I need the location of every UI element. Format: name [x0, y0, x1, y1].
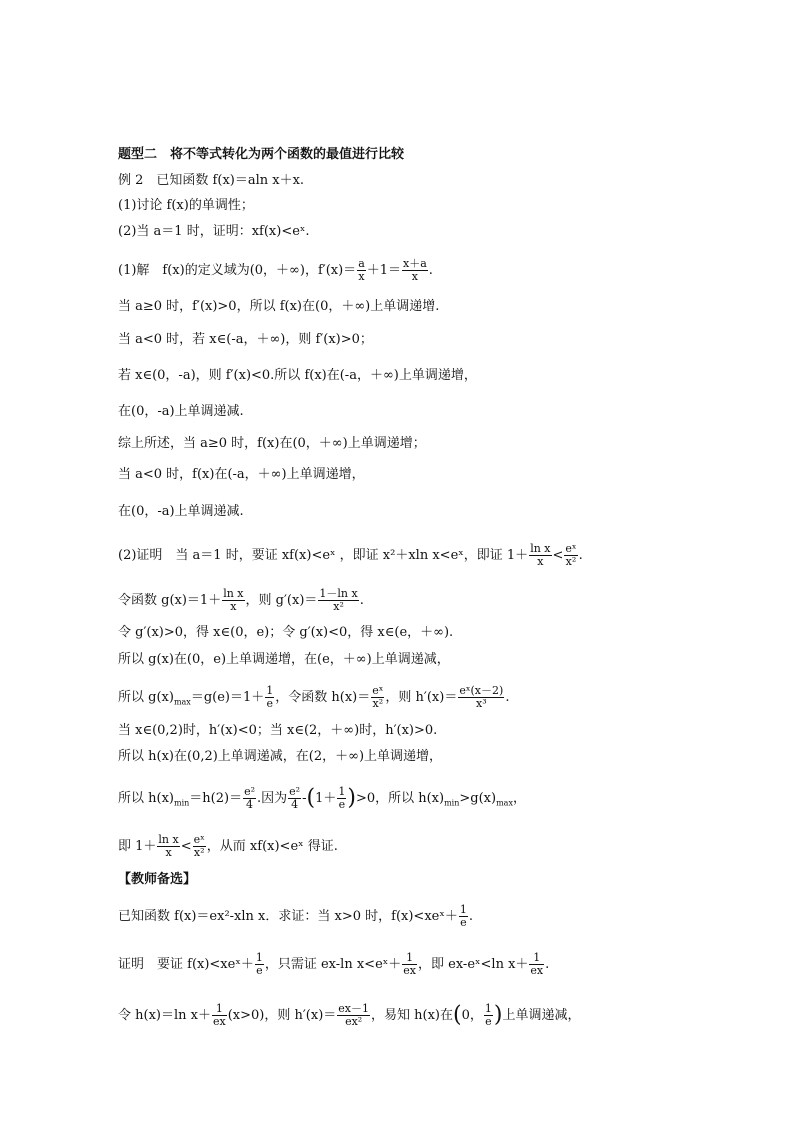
solution1-line5: 在(0，-a)上单调递减.: [118, 404, 244, 419]
fraction: $\frac{\text{eˣ(x－2)}}{\text{x³}}$: [459, 684, 504, 710]
fraction: $\frac{\text{ln x}}{x}$: [530, 542, 551, 568]
solution2-line9: 即 1＋ $\frac{\text{ln x}}{x}$ < $\frac{\text{eˣ}}{\text{x²}}$ ，从而 xf(x)<eˣ 得证.: [118, 833, 338, 859]
teacher-line3: 令 h(x)＝ln x＋ $\frac{1}{ex}$ (x>0)，则 h′(x)＝ $\frac{ex-1}{\text{ex²}}$ ，易知 h(x)在(0， $\frac{1}{e}$ )上单调递减，: [118, 1002, 581, 1028]
solution1-line2: 当 a≥0 时，f′(x)>0，所以 f(x)在(0，＋∞)上单调递增.: [118, 299, 440, 314]
solution1-line6: 综上所述，当 a≥0 时，f(x)在(0，＋∞)上单调递增；: [118, 436, 426, 451]
fraction: $\frac{1}{e}$: [266, 684, 274, 710]
solution2-line8: 所以 $h(x)_{min}=h(2)=$ $\frac{\text{e²}}{4}$ .因为 $\frac{\text{e²}}{4}$ -(1＋ $\frac{1}{e}$ )>0，所以 $h(x)_{min}>g(x)_{max}$，: [118, 785, 526, 811]
solution1-line1: (1)解 f(x)的定义域为(0，＋∞)，f′(x)＝ $\frac{a}{x}$ ＋1＝ $\frac{x+a}{x}$ .: [118, 257, 433, 283]
solution2-line6: 当 x∈(0,2)时，h′(x)<0；当 x∈(2，＋∞)时，h′(x)>0.: [118, 723, 438, 738]
fraction: $\frac{\text{eˣ}}{\text{x²}}$: [372, 684, 384, 710]
fraction: $\frac{1}{e}$: [338, 785, 346, 811]
fraction: $\frac{a}{x}$: [358, 257, 365, 283]
fraction: $\frac{1}{e}$: [459, 903, 467, 929]
solution2-line2: 令函数 g(x)＝1＋ $\frac{\text{ln x}}{x}$ ，则 g′(x)＝ $\frac{\text{1－ln x}}{\text{x²}}$ .: [118, 587, 364, 613]
teacher-label: 【教师备选】: [118, 872, 197, 887]
solution1-line3: 当 a<0 时，若 x∈(-a，＋∞)，则 f′(x)>0；: [118, 332, 373, 347]
teacher-line2: 证明 要证 f(x)<xeˣ＋ $\frac{1}{e}$ ，只需证 ex-ln x<eˣ＋ $\frac{1}{ex}$ ，即 ex-eˣ<ln x＋ $\frac{1}{ex}$ .: [118, 951, 550, 977]
question-2: (2)当 a＝1 时，证明：xf(x)<eˣ.: [118, 224, 310, 239]
solution2-line4: 所以 g(x)在(0，e)上单调递增，在(e，＋∞)上单调递减，: [118, 652, 450, 667]
fraction: $\frac{\text{e²}}{4}$: [289, 785, 301, 811]
example-stem: 例 2 已知函数 f(x)＝aln x＋x.: [118, 173, 305, 188]
solution2-line7: 所以 h(x)在(0,2)上单调递减，在(2，＋∞)上单调递增，: [118, 749, 443, 764]
fraction: $\frac{1}{ex}$: [212, 1002, 226, 1028]
solution1-line4: 若 x∈(0，-a)，则 f′(x)<0.所以 f(x)在(-a，＋∞)上单调递增，: [118, 368, 477, 383]
fraction: $\frac{1}{ex}$: [530, 951, 544, 977]
fraction: $\frac{1}{e}$: [255, 951, 263, 977]
solution2-line3: 令 g′(x)>0，得 x∈(0，e)；令 g′(x)<0，得 x∈(e，＋∞).: [118, 625, 454, 640]
fraction: $\frac{1}{e}$: [484, 1002, 492, 1028]
example-label: 例 2: [118, 173, 144, 188]
fraction: $\frac{\text{ln x}}{x}$: [223, 587, 244, 613]
fraction: $\frac{1}{ex}$: [403, 951, 416, 977]
solution1-line7: 当 a<0 时，f(x)在(-a，＋∞)上单调递增，: [118, 467, 365, 482]
solution1-line8: 在(0，-a)上单调递减.: [118, 504, 244, 519]
fraction: $\frac{x+a}{x}$: [403, 257, 427, 283]
solution2-line1: (2)证明 当 a＝1 时，要证 xf(x)<eˣ ，即证 x²＋xln x<eˣ，即证 1＋ $\frac{\text{ln x}}{x}$ < $\frac{\text{eˣ}}{\text{x²}}$ .: [118, 542, 583, 568]
fraction: $\frac{\text{ln x}}{x}$: [158, 833, 179, 859]
solution2-line5: 所以 $g(x)_{max}=g(e)=1+$ $\frac{1}{e}$ ，令函数 h(x)＝ $\frac{\text{eˣ}}{\text{x²}}$ ，则 h′(x)＝ $\frac{\text{eˣ(x－2)}}{\text{x³}}$ .: [118, 684, 510, 710]
fraction: $\frac{\text{eˣ}}{\text{x²}}$: [565, 542, 577, 568]
section-title: 题型二 将不等式转化为两个函数的最值进行比较: [118, 147, 405, 162]
fraction: $\frac{ex-1}{\text{ex²}}$: [338, 1002, 369, 1028]
teacher-line1: 已知函数 f(x)＝ex²-xln x．求证：当 x>0 时，f(x)<xeˣ＋ $\frac{1}{e}$ .: [118, 903, 473, 929]
fraction: $\frac{\text{eˣ}}{\text{x²}}$: [193, 833, 205, 859]
fraction: $\frac{\text{e²}}{4}$: [244, 785, 255, 811]
fraction: $\frac{\text{1－ln x}}{\text{x²}}$: [319, 587, 358, 613]
question-1: (1)讨论 f(x)的单调性；: [118, 198, 254, 213]
